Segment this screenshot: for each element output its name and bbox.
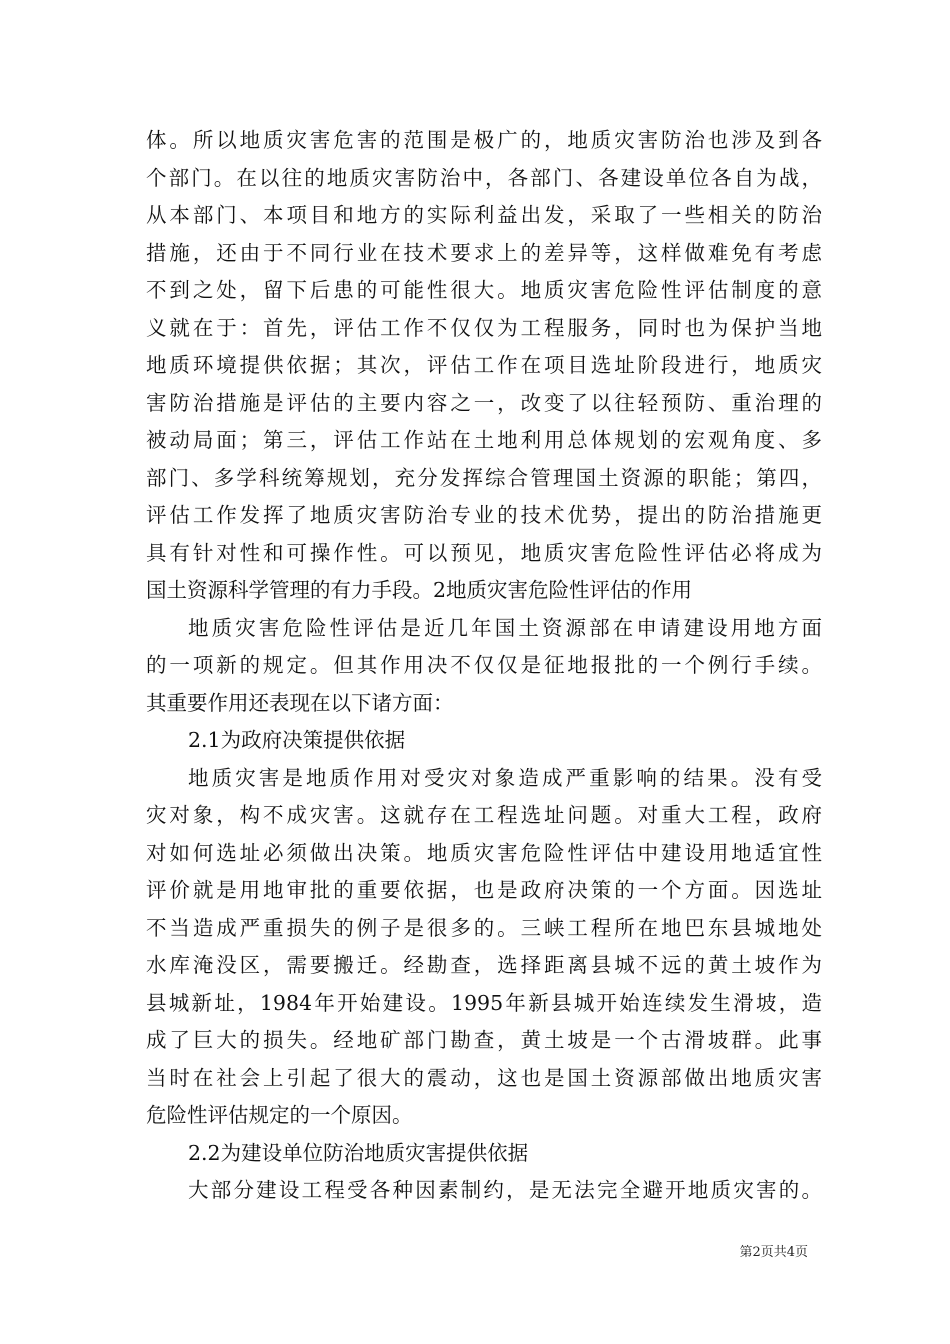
text-line: 大部分建设工程受各种因素制约，是无法完全避开地质灾害的。 <box>188 1178 822 1202</box>
text-line: 其重要作用还表现在以下诸方面： <box>146 690 454 715</box>
text-line: 国土资源科学管理的有力手段。2地质灾害危险性评估的作用 <box>146 578 693 602</box>
text-line: 地质环境提供依据；其次，评估工作在项目选址阶段进行，地质灾 <box>146 353 822 377</box>
text-line: 的一项新的规定。但其作用决不仅仅是征地报批的一个例行手续。 <box>146 653 822 677</box>
section-heading: 2.1为政府决策提供依据 <box>188 728 406 752</box>
text-line: 不到之处，留下后患的可能性很大。地质灾害危险性评估制度的意 <box>146 278 822 302</box>
text-line: 危险性评估规定的一个原因。 <box>146 1103 413 1127</box>
text-line: 评价就是用地审批的重要依据，也是政府决策的一个方面。因选址 <box>146 878 822 902</box>
text-line: 对如何选址必须做出决策。地质灾害危险性评估中建设用地适宜性 <box>146 840 822 865</box>
text-line: 成了巨大的损失。经地矿部门勘查，黄土坡是一个古滑坡群。此事 <box>146 1028 822 1052</box>
text-line: 水库淹没区，需要搬迁。经勘查，选择距离县城不远的黄土坡作为 <box>146 953 822 977</box>
text-line: 评估工作发挥了地质灾害防治专业的技术优势，提出的防治措施更 <box>146 503 822 527</box>
document-body <box>146 122 822 1210</box>
text-line: 部门、多学科统筹规划，充分发挥综合管理国土资源的职能；第四， <box>146 465 822 490</box>
text-line: 当时在社会上引起了很大的震动，这也是国土资源部做出地质灾害 <box>146 1065 822 1090</box>
text-line: 义就在于：首先，评估工作不仅仅为工程服务，同时也为保护当地 <box>146 315 822 340</box>
text-line: 措施，还由于不同行业在技术要求上的差异等，这样做难免有考虑 <box>146 240 822 265</box>
text-line: 害防治措施是评估的主要内容之一，改变了以往轻预防、重治理的 <box>146 390 822 415</box>
text-line: 地质灾害危险性评估是近几年国土资源部在申请建设用地方面 <box>188 615 822 640</box>
text-line: 从本部门、本项目和地方的实际利益出发，采取了一些相关的防治 <box>146 203 822 227</box>
text-line: 个部门。在以往的地质灾害防治中，各部门、各建设单位各自为战， <box>146 165 822 190</box>
text-line: 具有针对性和可操作性。可以预见，地质灾害危险性评估必将成为 <box>146 540 822 565</box>
text-line: 县城新址，1984年开始建设。1995年新县城开始连续发生滑坡，造 <box>146 990 822 1015</box>
text-line: 不当造成严重损失的例子是很多的。三峡工程所在地巴东县城地处 <box>146 915 822 940</box>
page-number: 第2页共4页 <box>739 1245 808 1260</box>
text-line: 灾对象，构不成灾害。这就存在工程选址问题。对重大工程，政府 <box>146 803 822 827</box>
text-line: 地质灾害是地质作用对受灾对象造成严重影响的结果。没有受 <box>188 765 822 790</box>
text-line: 被动局面；第三，评估工作站在土地利用总体规划的宏观角度、多 <box>146 428 822 452</box>
text-line: 体。所以地质灾害危害的范围是极广的，地质灾害防治也涉及到各 <box>146 128 822 152</box>
section-heading: 2.2为建设单位防治地质灾害提供依据 <box>188 1140 529 1165</box>
